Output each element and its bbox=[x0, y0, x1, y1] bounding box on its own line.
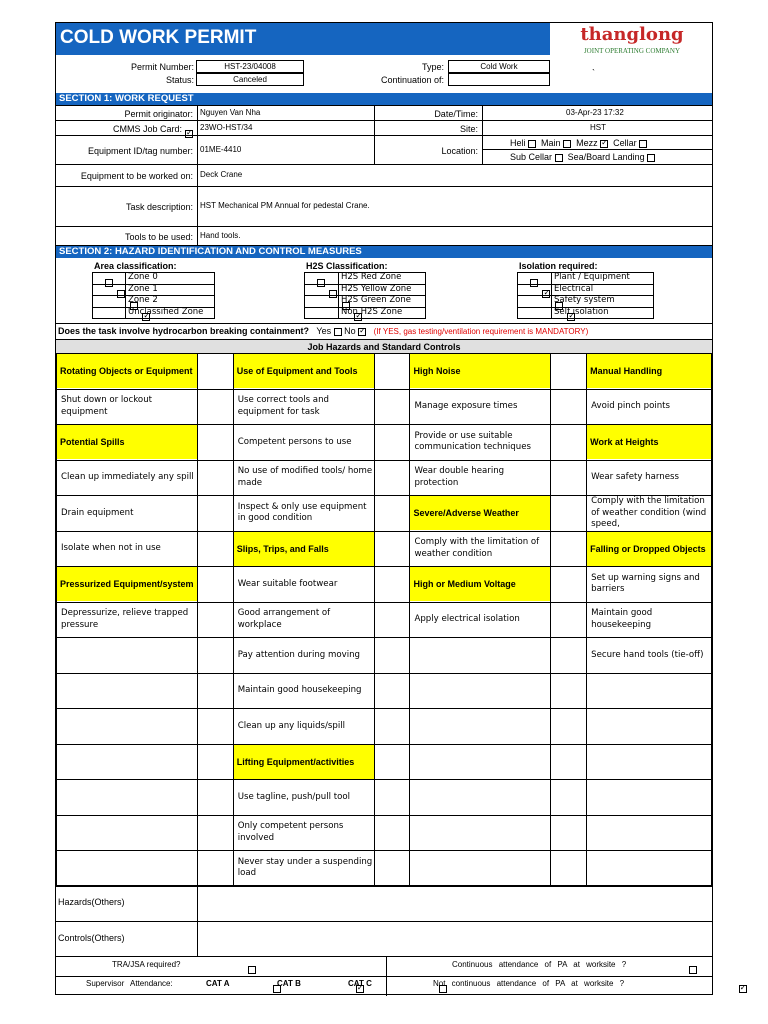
control-cell bbox=[57, 602, 198, 638]
site-label: Site: bbox=[459, 124, 478, 134]
empty-cell bbox=[410, 780, 551, 816]
control-measure: Depressurize, relieve trapped pressure bbox=[61, 608, 189, 630]
empty bbox=[410, 638, 550, 672]
hydro-no-label: No bbox=[344, 326, 356, 336]
control-tick-cell[interactable] bbox=[551, 496, 587, 532]
control-cell bbox=[587, 638, 712, 674]
hydrocarbon-question bbox=[58, 326, 588, 336]
empty bbox=[410, 745, 550, 779]
control-tick-cell[interactable] bbox=[551, 780, 587, 816]
loc-mezz-checkbox[interactable] bbox=[600, 140, 608, 148]
loc-cellar-checkbox[interactable] bbox=[639, 140, 647, 148]
empty-cell bbox=[57, 709, 198, 745]
control-tick-cell[interactable] bbox=[551, 709, 587, 745]
control-tick-cell[interactable] bbox=[551, 531, 587, 567]
empty bbox=[57, 674, 197, 708]
location-row-2 bbox=[510, 152, 655, 162]
control-tick-cell[interactable] bbox=[374, 709, 410, 745]
continuation-field bbox=[448, 73, 550, 86]
control-cell bbox=[233, 815, 374, 851]
empty-cell bbox=[587, 780, 712, 816]
page-title: COLD WORK PERMIT bbox=[60, 27, 257, 48]
hazard-category: Falling or Dropped Objects bbox=[587, 532, 711, 566]
hazard-row bbox=[57, 425, 712, 461]
control-tick-cell[interactable] bbox=[197, 460, 233, 496]
control-tick-cell[interactable] bbox=[551, 354, 587, 390]
empty bbox=[587, 674, 711, 708]
h2s-green-label: H2S Green Zone bbox=[341, 295, 411, 305]
h2s-red-label: H2S Red Zone bbox=[341, 272, 402, 282]
empty-cell bbox=[410, 673, 551, 709]
control-tick-cell[interactable] bbox=[197, 851, 233, 887]
control-cell bbox=[587, 602, 712, 638]
control-tick-cell[interactable] bbox=[374, 638, 410, 674]
control-cell bbox=[233, 460, 374, 496]
empty bbox=[587, 816, 711, 850]
control-tick-cell[interactable] bbox=[374, 389, 410, 425]
control-cell bbox=[410, 460, 551, 496]
h2s-red-checkbox[interactable] bbox=[317, 279, 325, 287]
hazard-row bbox=[57, 780, 712, 816]
control-tick-cell[interactable] bbox=[197, 815, 233, 851]
cmms-checkbox[interactable] bbox=[185, 130, 193, 138]
status-label: Status: bbox=[165, 75, 194, 85]
empty bbox=[57, 638, 197, 672]
empty bbox=[587, 745, 711, 779]
site-value: HST bbox=[590, 123, 606, 132]
control-cell bbox=[587, 460, 712, 496]
hazard-category: Pressurized Equipment/system bbox=[57, 567, 197, 601]
tools-label: Tools to be used: bbox=[124, 232, 193, 242]
control-measure: Manage exposure times bbox=[414, 401, 518, 411]
hazard-row bbox=[57, 851, 712, 887]
hazard-category-cell bbox=[587, 354, 712, 390]
control-tick-cell[interactable] bbox=[197, 496, 233, 532]
job-hazards-title: Job Hazards and Standard Controls bbox=[56, 339, 712, 353]
hazard-row bbox=[57, 389, 712, 425]
control-tick-cell[interactable] bbox=[197, 673, 233, 709]
hazard-category: High or Medium Voltage bbox=[410, 567, 550, 601]
permit-number-field: HST-23/04008 bbox=[196, 60, 304, 73]
hydro-note: (If YES, gas testing/ventilation requirement is MANDATORY) bbox=[373, 327, 589, 336]
empty bbox=[410, 851, 550, 885]
equipment-value: 01ME-4410 bbox=[200, 145, 242, 154]
hazard-row bbox=[57, 744, 712, 780]
continuous-label: Continuous attendance of PA at worksite ? bbox=[452, 960, 627, 969]
control-measure: Comply with the limitation of weather condition bbox=[414, 537, 540, 559]
not-continuous-label: Not continuous attendance of PA at worksite ? bbox=[433, 979, 625, 988]
loc-heli: Heli bbox=[510, 138, 526, 148]
area-zone0-checkbox[interactable] bbox=[105, 279, 113, 287]
control-cell bbox=[233, 602, 374, 638]
empty-cell bbox=[57, 744, 198, 780]
controls-others-field[interactable] bbox=[198, 921, 712, 955]
cat-c-label: CAT C bbox=[348, 979, 372, 988]
hydro-yes-checkbox[interactable] bbox=[334, 328, 342, 336]
control-measure: Clean up any liquids/spill bbox=[237, 720, 345, 731]
hazard-category: Severe/Adverse Weather bbox=[410, 496, 550, 530]
hazard-category-cell bbox=[587, 531, 712, 567]
empty bbox=[587, 780, 711, 814]
hazard-row bbox=[57, 531, 712, 567]
iso-electrical-checkbox[interactable] bbox=[542, 290, 550, 298]
control-tick-cell[interactable] bbox=[197, 389, 233, 425]
control-tick-cell[interactable] bbox=[551, 673, 587, 709]
empty bbox=[587, 709, 711, 743]
control-tick-cell[interactable] bbox=[374, 425, 410, 461]
control-measure: Competent persons to use bbox=[237, 436, 352, 447]
control-cell bbox=[57, 460, 198, 496]
hydrocarbon-question-text: Does the task involve hydrocarbon breaking containment? bbox=[58, 326, 310, 336]
control-measure: Secure hand tools (tie-off) bbox=[591, 649, 704, 660]
empty bbox=[57, 816, 197, 850]
control-measure: Drain equipment bbox=[61, 507, 134, 518]
type-label: Type: bbox=[421, 62, 444, 72]
area-zone1-checkbox[interactable] bbox=[117, 290, 125, 298]
h2s-yellow-checkbox[interactable] bbox=[329, 290, 337, 298]
empty-cell bbox=[410, 638, 551, 674]
task-value: HST Mechanical PM Annual for pedestal Crane. bbox=[200, 201, 370, 210]
control-measure: Avoid pinch points bbox=[591, 401, 671, 411]
control-tick-cell[interactable] bbox=[551, 460, 587, 496]
area-zone1-label: Zone 1 bbox=[128, 283, 158, 294]
tools-value: Hand tools. bbox=[200, 231, 241, 240]
empty bbox=[587, 851, 711, 885]
hazard-category: Manual Handling bbox=[587, 354, 711, 388]
h-line bbox=[56, 135, 712, 136]
cat-a-label: CAT A bbox=[206, 979, 230, 988]
control-tick-cell[interactable] bbox=[551, 815, 587, 851]
empty-cell bbox=[410, 709, 551, 745]
supervisor-label: Supervisor Attendance: bbox=[86, 979, 173, 988]
continuation-label: Continuation of: bbox=[380, 75, 444, 85]
permit-number-label: Permit Number: bbox=[130, 62, 194, 72]
section2-title: SECTION 2: HAZARD IDENTIFICATION AND CONTROL MEASURES bbox=[56, 246, 712, 258]
h-line bbox=[56, 105, 712, 106]
hazard-category: Lifting Equipment/activities bbox=[234, 745, 374, 779]
control-measure: Only competent persons involved bbox=[237, 821, 344, 843]
control-tick-cell[interactable] bbox=[551, 638, 587, 674]
hazard-category-cell bbox=[410, 567, 551, 603]
h-line bbox=[56, 164, 712, 165]
loc-main-checkbox[interactable] bbox=[563, 140, 571, 148]
hazard-category: Slips, Trips, and Falls bbox=[234, 532, 374, 566]
hazard-row bbox=[57, 496, 712, 532]
control-measure: Good arrangement of workplace bbox=[237, 608, 331, 630]
hazard-category: Rotating Objects or Equipment bbox=[57, 354, 197, 388]
control-tick-cell[interactable] bbox=[551, 602, 587, 638]
iso-title: Isolation required: bbox=[519, 261, 598, 271]
empty bbox=[57, 709, 197, 743]
control-cell bbox=[233, 425, 374, 461]
iso-safety-label: Safety system bbox=[554, 295, 615, 305]
h2s-yellow-label: H2S Yellow Zone bbox=[341, 283, 412, 294]
logo bbox=[552, 23, 712, 59]
hazards-grid bbox=[56, 353, 712, 887]
control-measure: Maintain good housekeeping bbox=[237, 685, 362, 695]
control-measure: Clean up immediately any spill bbox=[61, 472, 194, 482]
loc-main: Main bbox=[541, 138, 561, 148]
empty-cell bbox=[57, 638, 198, 674]
hazard-row bbox=[57, 673, 712, 709]
control-tick-cell[interactable] bbox=[551, 744, 587, 780]
originator-value: Nguyen Van Nha bbox=[200, 108, 261, 117]
originator-label: Permit originator: bbox=[124, 109, 193, 119]
hazard-row bbox=[57, 638, 712, 674]
control-cell bbox=[410, 602, 551, 638]
control-tick-cell[interactable] bbox=[197, 602, 233, 638]
v-line bbox=[482, 105, 483, 164]
control-tick-cell[interactable] bbox=[374, 744, 410, 780]
hazard-category-cell bbox=[57, 354, 198, 390]
controls-others-label: Controls(Others) bbox=[58, 933, 125, 943]
hazard-category: Potential Spills bbox=[57, 425, 197, 459]
control-tick-cell[interactable] bbox=[374, 780, 410, 816]
empty-cell bbox=[587, 851, 712, 887]
control-tick-cell[interactable] bbox=[374, 673, 410, 709]
empty-cell bbox=[587, 815, 712, 851]
hazard-category: Work at Heights bbox=[587, 425, 711, 459]
status-field: Canceled bbox=[196, 73, 304, 86]
area-zone2-label: Zone 2 bbox=[128, 295, 158, 305]
empty bbox=[57, 851, 197, 885]
control-measure: Wear suitable footwear bbox=[237, 578, 338, 589]
hazard-category: Use of Equipment and Tools bbox=[234, 354, 374, 388]
control-tick-cell[interactable] bbox=[374, 496, 410, 532]
control-cell bbox=[410, 531, 551, 567]
control-cell bbox=[233, 673, 374, 709]
control-measure: Shut down or lockout equipment bbox=[61, 395, 153, 417]
iso-plant-label: Plant / Equipment bbox=[554, 272, 630, 282]
hazard-row bbox=[57, 460, 712, 496]
control-tick-cell[interactable] bbox=[551, 567, 587, 603]
tra-checkbox[interactable] bbox=[248, 966, 256, 974]
iso-items bbox=[517, 272, 630, 317]
hazard-row bbox=[57, 709, 712, 745]
empty bbox=[410, 816, 550, 850]
tra-label: TRA/JSA required? bbox=[112, 960, 181, 969]
control-cell bbox=[233, 389, 374, 425]
hazard-category-cell bbox=[410, 496, 551, 532]
control-cell bbox=[233, 567, 374, 603]
hydro-yes-label: Yes bbox=[316, 326, 332, 336]
control-measure: Isolate when not in use bbox=[61, 543, 161, 553]
area-zone0-label: Zone 0 bbox=[128, 272, 158, 282]
control-cell bbox=[233, 780, 374, 816]
loc-cellar: Cellar bbox=[613, 138, 637, 148]
logo-text: thanglong bbox=[580, 24, 684, 45]
loc-subcellar-checkbox[interactable] bbox=[555, 154, 563, 162]
control-tick-cell[interactable] bbox=[374, 460, 410, 496]
control-tick-cell[interactable] bbox=[197, 744, 233, 780]
control-measure: Comply with the limitation of weather condition (wind speed, bbox=[591, 496, 707, 529]
control-tick-cell[interactable] bbox=[197, 638, 233, 674]
control-cell bbox=[57, 389, 198, 425]
control-measure: Set up warning signs and barriers bbox=[591, 572, 700, 595]
hazard-row bbox=[57, 354, 712, 390]
type-field: Cold Work bbox=[448, 60, 550, 73]
control-measure: Wear double hearing protection bbox=[414, 466, 505, 488]
h-line bbox=[482, 149, 712, 150]
v-line bbox=[374, 105, 375, 164]
control-cell bbox=[410, 389, 551, 425]
control-cell bbox=[410, 425, 551, 461]
hydro-no-checkbox[interactable] bbox=[358, 328, 366, 336]
control-cell bbox=[587, 567, 712, 603]
control-measure: Wear safety harness bbox=[591, 472, 679, 482]
control-measure: Never stay under a suspending load bbox=[237, 856, 373, 879]
datetime-value: 03-Apr-23 17:32 bbox=[566, 108, 624, 117]
control-tick-cell[interactable] bbox=[197, 531, 233, 567]
h-line bbox=[56, 323, 712, 324]
empty bbox=[410, 674, 550, 708]
hazard-category-cell bbox=[587, 425, 712, 461]
control-tick-cell[interactable] bbox=[551, 851, 587, 887]
h-line bbox=[56, 976, 712, 977]
empty-cell bbox=[587, 673, 712, 709]
empty-cell bbox=[57, 780, 198, 816]
control-cell bbox=[233, 851, 374, 887]
v-line bbox=[386, 957, 387, 996]
loc-heli-checkbox[interactable] bbox=[528, 140, 536, 148]
control-measure: Inspect & only use equipment in good condition bbox=[237, 501, 367, 524]
control-tick-cell[interactable] bbox=[197, 709, 233, 745]
h2s-items bbox=[304, 272, 412, 317]
control-tick-cell[interactable] bbox=[551, 389, 587, 425]
control-cell bbox=[233, 496, 374, 532]
not-continuous-checkbox[interactable] bbox=[739, 985, 747, 993]
hazard-category-cell bbox=[233, 744, 374, 780]
hazards-others-field[interactable] bbox=[198, 886, 712, 920]
control-measure: Use tagline, push/pull tool bbox=[237, 791, 350, 802]
empty bbox=[57, 780, 197, 814]
control-measure: Apply electrical isolation bbox=[414, 614, 520, 624]
hazard-category: High Noise bbox=[410, 354, 550, 388]
empty-cell bbox=[57, 673, 198, 709]
worked-on-label: Equipment to be worked on: bbox=[80, 171, 193, 181]
hazard-row bbox=[57, 815, 712, 851]
empty-cell bbox=[587, 709, 712, 745]
empty bbox=[410, 780, 550, 814]
iso-plant-checkbox[interactable] bbox=[530, 279, 538, 287]
control-cell bbox=[587, 389, 712, 425]
stray-mark: ` bbox=[592, 68, 595, 78]
control-tick-cell[interactable] bbox=[197, 354, 233, 390]
h-line bbox=[56, 120, 712, 121]
v-line bbox=[197, 105, 198, 245]
empty-cell bbox=[587, 744, 712, 780]
control-cell bbox=[233, 709, 374, 745]
control-tick-cell[interactable] bbox=[374, 851, 410, 887]
cmms-label: CMMS Job Card: bbox=[112, 124, 182, 134]
empty-cell bbox=[410, 744, 551, 780]
empty-cell bbox=[57, 815, 198, 851]
control-tick-cell[interactable] bbox=[197, 425, 233, 461]
area-title: Area classification: bbox=[94, 261, 177, 271]
hazard-category-cell bbox=[410, 354, 551, 390]
iso-electrical-label: Electrical bbox=[554, 283, 594, 294]
control-tick-cell[interactable] bbox=[197, 780, 233, 816]
control-tick-cell[interactable] bbox=[551, 425, 587, 461]
control-measure: Use correct tools and equipment for task bbox=[237, 395, 329, 417]
logo-subtext: JOINT OPERATING COMPANY bbox=[583, 47, 681, 55]
control-measure: Maintain good housekeeping bbox=[591, 608, 653, 630]
section1-title: SECTION 1: WORK REQUEST bbox=[56, 93, 712, 105]
worked-on-value: Deck Crane bbox=[200, 170, 243, 179]
loc-seaboard: Sea/Board Landing bbox=[567, 152, 645, 162]
control-tick-cell[interactable] bbox=[197, 567, 233, 603]
iso-self-label: Self isolation bbox=[554, 306, 609, 317]
hazard-row bbox=[57, 567, 712, 603]
hazard-category-cell bbox=[57, 425, 198, 461]
empty-cell bbox=[410, 815, 551, 851]
control-measure: Provide or use suitable communication techniques bbox=[414, 430, 531, 453]
hazards-others-label: Hazards(Others) bbox=[58, 897, 125, 907]
h-line bbox=[56, 226, 712, 227]
area-items bbox=[92, 272, 204, 317]
equipment-label: Equipment ID/tag number: bbox=[87, 146, 193, 156]
control-cell bbox=[57, 496, 198, 532]
hazard-category-cell bbox=[233, 531, 374, 567]
empty bbox=[410, 709, 550, 743]
loc-seaboard-checkbox[interactable] bbox=[647, 154, 655, 162]
h-line bbox=[56, 186, 712, 187]
h2s-title: H2S Classification: bbox=[306, 261, 388, 271]
control-cell bbox=[233, 638, 374, 674]
loc-mezz: Mezz bbox=[576, 138, 598, 148]
hazard-row bbox=[57, 602, 712, 638]
loc-subcellar: Sub Cellar bbox=[510, 152, 553, 162]
control-measure: No use of modified tools/ home made bbox=[237, 466, 373, 488]
control-tick-cell[interactable] bbox=[374, 354, 410, 390]
control-tick-cell[interactable] bbox=[374, 815, 410, 851]
area-unclassified-label: Unclassified Zone bbox=[128, 306, 204, 317]
hazard-category-cell bbox=[233, 354, 374, 390]
task-label: Task description: bbox=[125, 202, 193, 212]
cat-b-label: CAT B bbox=[277, 979, 301, 988]
control-tick-cell[interactable] bbox=[374, 531, 410, 567]
hazard-category-cell bbox=[57, 567, 198, 603]
control-cell bbox=[57, 531, 198, 567]
control-tick-cell[interactable] bbox=[374, 602, 410, 638]
h2s-none-label: Non H2S Zone bbox=[341, 306, 403, 317]
control-tick-cell[interactable] bbox=[374, 567, 410, 603]
empty-cell bbox=[57, 851, 198, 887]
location-label: Location: bbox=[441, 146, 478, 156]
location-row-1 bbox=[510, 138, 647, 148]
empty bbox=[57, 745, 197, 779]
control-measure: Pay attention during moving bbox=[237, 649, 360, 660]
control-cell bbox=[587, 496, 712, 532]
empty-cell bbox=[410, 851, 551, 887]
cmms-value: 23WO-HST/34 bbox=[200, 123, 253, 132]
datetime-label: Date/Time: bbox=[434, 109, 478, 119]
continuous-checkbox[interactable] bbox=[689, 966, 697, 974]
